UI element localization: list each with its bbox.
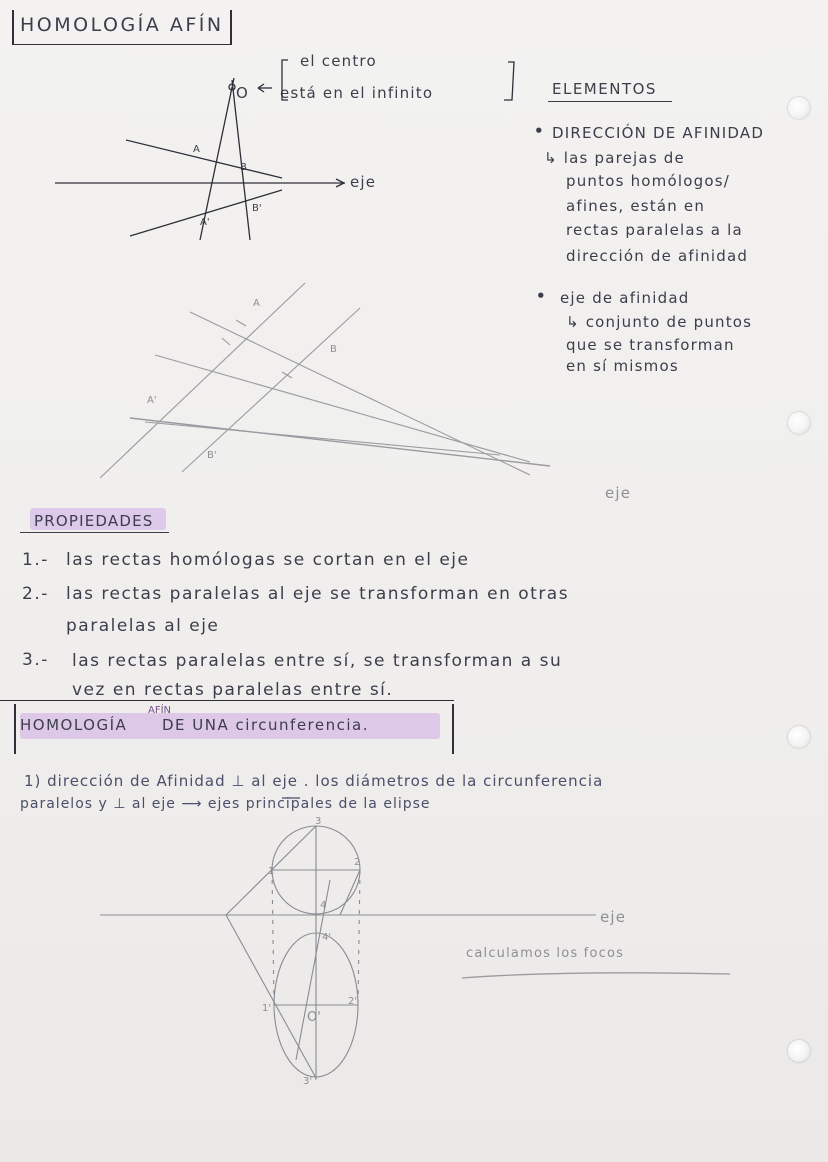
axis-line-1: ↳ conjunto de puntos (566, 313, 753, 331)
direction-line-5: dirección de afinidad (566, 247, 749, 265)
fig1-point-a: A (193, 144, 200, 155)
label-3-prime: 3' (303, 1076, 313, 1087)
label-2-prime: 2' (348, 996, 358, 1007)
property-2-line-2: paralelas al eje (66, 616, 220, 636)
foci-note: calculamos los focos (466, 946, 625, 961)
construction-line-2 (226, 915, 316, 1078)
property-1-line-1: las rectas homólogas se cortan en el eje (66, 550, 470, 570)
fig1-axis-label: eje (350, 173, 377, 191)
circle-heading-sup: AFÍN (148, 705, 172, 716)
fig2-direction-2 (182, 308, 360, 472)
case1-line-2: paralelos y ⊥ al eje ⟶ ejes principales de la elipse (20, 796, 431, 812)
fig1-line-ab (126, 140, 282, 178)
property-3-line-2: vez en rectas paralelas entre sí. (72, 680, 394, 700)
fig2-line-cd (155, 355, 530, 462)
property-3-num: 3.- (22, 650, 49, 670)
construction-line-3 (340, 870, 360, 915)
label-2: 2 (354, 857, 361, 868)
fig1-line-a1b1 (130, 190, 282, 236)
figure-2-diagram (100, 283, 550, 478)
o-label: O (236, 84, 250, 102)
fig1-note-bracket-right (504, 62, 514, 100)
case1-line-1: 1) dirección de Afinidad ⊥ al eje . los diámetros de la circunferencia (24, 772, 604, 790)
direction-line-4: rectas paralelas a la (566, 221, 743, 239)
fig1-point-b-prime: B' (252, 203, 262, 214)
fig2-point-b: B (330, 344, 337, 355)
property-2-line-1: las rectas paralelas al eje se transforman en otras (66, 584, 570, 604)
page-title: HOMOLOGÍA AFÍN (20, 14, 224, 36)
circle-axis-label: eje (600, 908, 627, 926)
fig2-point-a-prime: A' (147, 395, 157, 406)
center-note-line2: está en el infinito (280, 84, 434, 102)
label-1: 1 (268, 866, 275, 877)
fig1-direction-b (232, 80, 250, 240)
direction-line-3: afines, están en (566, 197, 706, 215)
fig2-axis-line (130, 418, 550, 466)
direction-line-2: puntos homólogos/ (566, 172, 730, 190)
fig2-direction-1 (100, 283, 305, 478)
properties-heading: PROPIEDADES (34, 512, 154, 530)
label-3: 3 (315, 816, 322, 827)
label-4: 4 (320, 900, 327, 911)
axis-line-2: que se transforman (566, 336, 735, 354)
figure-circle-diagram (100, 826, 596, 1080)
label-4-prime: 4' (322, 932, 332, 943)
foci-note-underline (462, 973, 730, 978)
fig2-point-b-prime: B' (207, 450, 217, 461)
label-1-prime: 1' (262, 1003, 272, 1014)
property-3-line-1: las rectas paralelas entre sí, se transforman a su (72, 651, 563, 671)
circle-heading-pre: HOMOLOGÍA (20, 716, 128, 734)
fig2-line-ab (190, 312, 530, 475)
center-note-line1: el centro (300, 52, 377, 70)
circle-heading-post: DE UNA circunferencia. (162, 716, 369, 734)
property-1-num: 1.- (22, 550, 49, 570)
direction-title: DIRECCIÓN DE AFINIDAD (552, 124, 765, 142)
label-o-prime: O' (307, 1010, 321, 1025)
direction-bullet: • (534, 122, 545, 140)
fig1-point-a-prime: A' (200, 217, 210, 228)
figure-1-diagram (55, 60, 514, 240)
fig1-note-bracket-left (282, 60, 288, 100)
fig1-point-b: B (240, 162, 247, 173)
axis-bullet: • (536, 287, 547, 305)
fig2-axis-label: eje (605, 484, 632, 502)
axis-line-3: en sí mismos (566, 357, 679, 375)
fig2-point-a: A (253, 298, 260, 309)
direction-line-1: ↳ las parejas de (544, 149, 685, 167)
axis-title: eje de afinidad (560, 289, 690, 307)
property-2-num: 2.- (22, 584, 49, 604)
elements-heading: ELEMENTOS (552, 80, 657, 98)
